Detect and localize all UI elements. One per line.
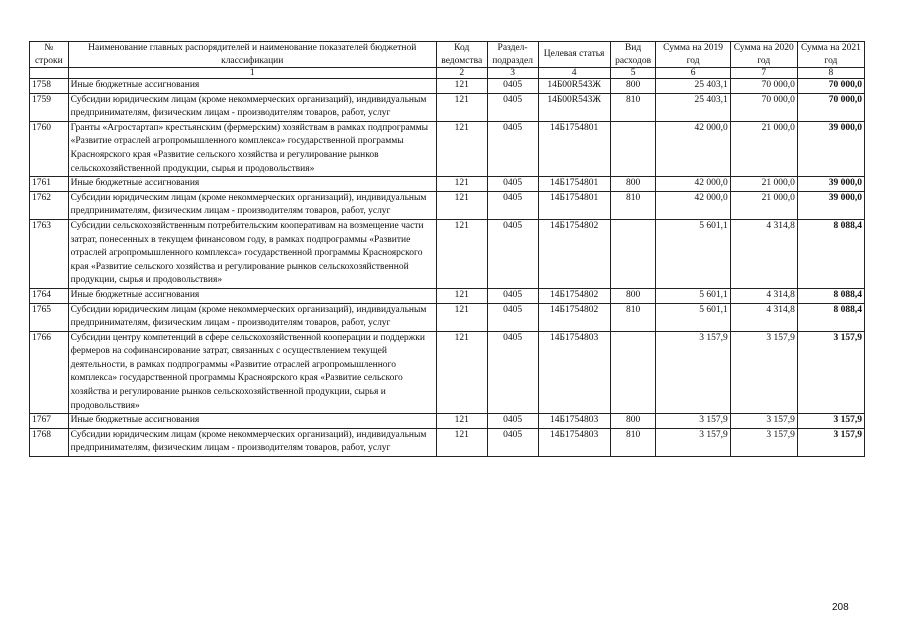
- sum-2019-cell: 42 000,0: [656, 177, 730, 192]
- sum-2020-cell: 21 000,0: [730, 191, 797, 219]
- sum-2021-cell: 39 000,0: [797, 121, 864, 176]
- row-number-cell: 1764: [30, 288, 69, 303]
- sum-2019-cell: 5 601,1: [656, 219, 730, 288]
- target-article-cell: 14Б1754801: [538, 191, 610, 219]
- expense-type-cell: 800: [610, 79, 656, 94]
- table-row: [30, 303, 865, 331]
- name-cell: Иные бюджетные ассигнования: [68, 177, 436, 192]
- row-number-cell: 1768: [30, 428, 69, 456]
- expense-type-cell: [610, 331, 656, 414]
- department-code-cell: 121: [436, 121, 487, 176]
- table-body: [30, 79, 865, 457]
- header-sum-2020: Сумма на 2020 год: [730, 42, 797, 68]
- header-department-code: Код ведомства: [436, 42, 487, 68]
- sum-2020-cell: 4 314,8: [730, 219, 797, 288]
- row-number-cell: 1760: [30, 121, 69, 176]
- row-number-cell: 1762: [30, 191, 69, 219]
- target-article-cell: 14Б1754802: [538, 288, 610, 303]
- sum-2019-cell: 42 000,0: [656, 191, 730, 219]
- name-cell: Субсидии юридическим лицам (кроме некоммерческих организаций), индивидуальным предпринимателям, физическим лицам - производителям товаров, работ, услуг: [68, 303, 436, 331]
- header-target-article: Целевая статья: [538, 42, 610, 68]
- column-index-row: [30, 68, 865, 79]
- department-code-cell: 121: [436, 191, 487, 219]
- column-index: 6: [656, 68, 730, 79]
- department-code-cell: 121: [436, 428, 487, 456]
- target-article-cell: 14Б1754801: [538, 121, 610, 176]
- column-index: 7: [730, 68, 797, 79]
- name-cell: Субсидии юридическим лицам (кроме некоммерческих организаций), индивидуальным предпринимателям, физическим лицам - производителям товаров, работ, услуг: [68, 191, 436, 219]
- row-number-cell: 1766: [30, 331, 69, 414]
- sum-2021-cell: 8 088,4: [797, 303, 864, 331]
- target-article-cell: 14Б00R543Ж: [538, 93, 610, 121]
- expense-type-cell: 810: [610, 93, 656, 121]
- table-row: [30, 121, 865, 176]
- target-article-cell: 14Б1754802: [538, 303, 610, 331]
- table-row: [30, 331, 865, 414]
- table-row: [30, 414, 865, 429]
- sum-2021-cell: 8 088,4: [797, 219, 864, 288]
- name-cell: Иные бюджетные ассигнования: [68, 288, 436, 303]
- department-code-cell: 121: [436, 414, 487, 429]
- section-cell: 0405: [487, 79, 538, 94]
- name-cell: Иные бюджетные ассигнования: [68, 79, 436, 94]
- table-row: [30, 191, 865, 219]
- section-cell: 0405: [487, 219, 538, 288]
- sum-2019-cell: 25 403,1: [656, 93, 730, 121]
- column-index: 4: [538, 68, 610, 79]
- section-cell: 0405: [487, 177, 538, 192]
- sum-2021-cell: 39 000,0: [797, 191, 864, 219]
- sum-2021-cell: 3 157,9: [797, 331, 864, 414]
- sum-2020-cell: 21 000,0: [730, 121, 797, 176]
- sum-2019-cell: 3 157,9: [656, 414, 730, 429]
- table-row: [30, 177, 865, 192]
- sum-2021-cell: 3 157,9: [797, 428, 864, 456]
- sum-2021-cell: 39 000,0: [797, 177, 864, 192]
- target-article-cell: 14Б00R543Ж: [538, 79, 610, 94]
- section-cell: 0405: [487, 121, 538, 176]
- header-section: Раздел-подраздел: [487, 42, 538, 68]
- department-code-cell: 121: [436, 93, 487, 121]
- sum-2019-cell: 3 157,9: [656, 428, 730, 456]
- expense-type-cell: 810: [610, 428, 656, 456]
- expense-type-cell: [610, 121, 656, 176]
- department-code-cell: 121: [436, 79, 487, 94]
- budget-table: [29, 41, 865, 457]
- sum-2020-cell: 4 314,8: [730, 288, 797, 303]
- sum-2019-cell: 25 403,1: [656, 79, 730, 94]
- target-article-cell: 14Б1754803: [538, 414, 610, 429]
- column-index: 1: [68, 68, 436, 79]
- section-cell: 0405: [487, 428, 538, 456]
- table-row: [30, 288, 865, 303]
- row-number-cell: 1758: [30, 79, 69, 94]
- sum-2021-cell: 3 157,9: [797, 414, 864, 429]
- page-number: 208: [832, 602, 849, 613]
- department-code-cell: 121: [436, 288, 487, 303]
- expense-type-cell: [610, 219, 656, 288]
- section-cell: 0405: [487, 414, 538, 429]
- name-cell: Субсидии юридическим лицам (кроме некоммерческих организаций), индивидуальным предпринимателям, физическим лицам - производителям товаров, работ, услуг: [68, 428, 436, 456]
- column-index: 2: [436, 68, 487, 79]
- target-article-cell: 14Б1754803: [538, 331, 610, 414]
- row-number-cell: 1767: [30, 414, 69, 429]
- department-code-cell: 121: [436, 177, 487, 192]
- sum-2020-cell: 21 000,0: [730, 177, 797, 192]
- expense-type-cell: 810: [610, 303, 656, 331]
- sum-2020-cell: 3 157,9: [730, 414, 797, 429]
- column-index: [30, 68, 69, 79]
- section-cell: 0405: [487, 288, 538, 303]
- row-number-cell: 1765: [30, 303, 69, 331]
- department-code-cell: 121: [436, 219, 487, 288]
- column-index: 8: [797, 68, 864, 79]
- target-article-cell: 14Б1754801: [538, 177, 610, 192]
- row-number-cell: 1763: [30, 219, 69, 288]
- sum-2019-cell: 5 601,1: [656, 303, 730, 331]
- sum-2020-cell: 4 314,8: [730, 303, 797, 331]
- sum-2020-cell: 3 157,9: [730, 331, 797, 414]
- sum-2020-cell: 70 000,0: [730, 93, 797, 121]
- column-index: 3: [487, 68, 538, 79]
- header-sum-2019: Сумма на 2019 год: [656, 42, 730, 68]
- sum-2020-cell: 3 157,9: [730, 428, 797, 456]
- section-cell: 0405: [487, 303, 538, 331]
- expense-type-cell: 810: [610, 191, 656, 219]
- row-number-cell: 1761: [30, 177, 69, 192]
- sum-2021-cell: 70 000,0: [797, 93, 864, 121]
- name-cell: Иные бюджетные ассигнования: [68, 414, 436, 429]
- target-article-cell: 14Б1754803: [538, 428, 610, 456]
- row-number-cell: 1759: [30, 93, 69, 121]
- section-cell: 0405: [487, 93, 538, 121]
- department-code-cell: 121: [436, 303, 487, 331]
- sum-2019-cell: 3 157,9: [656, 331, 730, 414]
- table-header-row: [30, 42, 865, 68]
- table-row: [30, 79, 865, 94]
- sum-2021-cell: 70 000,0: [797, 79, 864, 94]
- name-cell: Гранты «Агростартап» крестьянским (фермерским) хозяйствам в рамках подпрограммы «Развитие отраслей агропромышленного комплекса» государственной программы Красноярского края «Развитие сельского хозяйства и регулирование рынков сельскохозяйственной продукции, сырья и продовольствия»: [68, 121, 436, 176]
- name-cell: Субсидии юридическим лицам (кроме некоммерческих организаций), индивидуальным предпринимателям, физическим лицам - производителям товаров, работ, услуг: [68, 93, 436, 121]
- expense-type-cell: 800: [610, 288, 656, 303]
- department-code-cell: 121: [436, 331, 487, 414]
- expense-type-cell: 800: [610, 414, 656, 429]
- section-cell: 0405: [487, 331, 538, 414]
- header-row-number: № строки: [30, 42, 69, 68]
- name-cell: Субсидии сельскохозяйственным потребительским кооперативам на возмещение части затрат, понесенных в текущем финансовом году, в рамках подпрограммы «Развитие отраслей агропромышленного комплекса» государственной программы Красноярского края «Развитие сельского хозяйства и регулирование рынков сельскохозяйственной продукции, сырья и продовольствия»: [68, 219, 436, 288]
- table-row: [30, 93, 865, 121]
- sum-2020-cell: 70 000,0: [730, 79, 797, 94]
- header-sum-2021: Сумма на 2021 год: [797, 42, 864, 68]
- table-row: [30, 428, 865, 456]
- header-expense-type: Вид расходов: [610, 42, 656, 68]
- target-article-cell: 14Б1754802: [538, 219, 610, 288]
- column-index: 5: [610, 68, 656, 79]
- header-name: Наименование главных распорядителей и наименование показателей бюджетной классификации: [68, 42, 436, 68]
- name-cell: Субсидии центру компетенций в сфере сельскохозяйственной кооперации и поддержки фермеров на софинансирование затрат, связанных с осуществлением текущей деятельности, в рамках подпрограммы «Развитие отраслей агропромышленного комплекса» государственной программы Красноярского края «Развитие сельского хозяйства и регулирование рынков сельскохозяйственной продукции, сырья и продовольствия»: [68, 331, 436, 414]
- table-row: [30, 219, 865, 288]
- sum-2021-cell: 8 088,4: [797, 288, 864, 303]
- section-cell: 0405: [487, 191, 538, 219]
- sum-2019-cell: 42 000,0: [656, 121, 730, 176]
- sum-2019-cell: 5 601,1: [656, 288, 730, 303]
- expense-type-cell: 800: [610, 177, 656, 192]
